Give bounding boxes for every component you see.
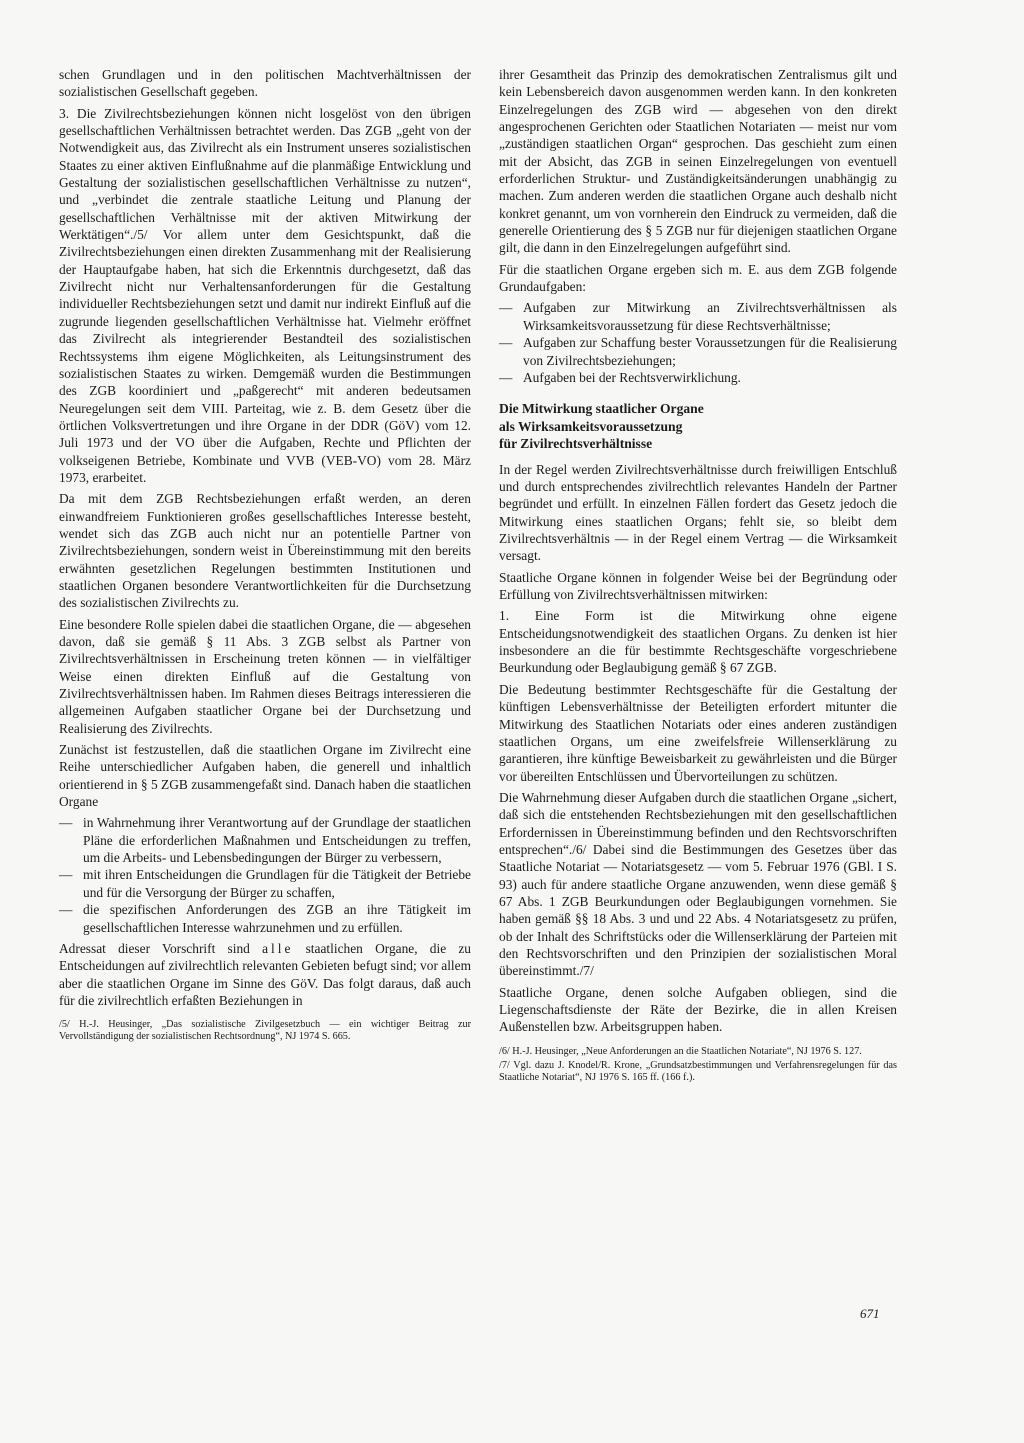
paragraph: In der Regel werden Zivilrechtsverhältnisse durch freiwilligen Entschluß und durch entsprechendes zivilrechtlich relevantes Handeln der Partner begründet und erfüllt. In einzelnen Fällen fordert das Gesetz jedoch die Mitwirkung eines staatlichen Organs; fehlt sie, so bleibt dem Zivilrechtsverhältnis — in der Regel einem Vertrag — die Wirksamkeit versagt. <box>499 461 897 564</box>
left-column <box>59 66 471 1045</box>
right-column <box>499 66 897 1086</box>
text-run: Adressat dieser Vorschrift sind <box>59 940 263 956</box>
footnotes <box>59 1019 471 1043</box>
paragraph: Eine besondere Rolle spielen dabei die staatlichen Organe, die — abgesehen davon, daß sie gemäß § 11 Abs. 3 ZGB selbst als Partner von Zivilrechtsverhältnissen in Erscheinung treten können — in vielfältiger Weise einen direkten Einfluß auf die Gestaltung von Zivilrechtsverhältnissen haben. Im Rahmen dieses Beitrags interessieren die allgemeinen Aufgaben staatlicher Organe bei der Durchsetzung und Realisierung des Zivilrechts. <box>59 616 471 736</box>
paragraph: Staatliche Organe, denen solche Aufgaben obliegen, sind die Liegenschaftsdienste der Räte der Bezirke, die in allen Kreisen Außenstellen bzw. Arbeitsgruppen haben. <box>499 984 897 1035</box>
list-item: — mit ihren Entscheidungen die Grundlagen für die Tätigkeit der Betriebe und für die Versorgung der Bürger zu schaffen, <box>59 866 471 901</box>
list-item: — in Wahrnehmung ihrer Verantwortung auf der Grundlage der staatlichen Pläne die erforderlichen Maßnahmen und Entscheidungen zu treffen, um die Arbeits- und Lebensbedingungen der Bürger zu verbessern, <box>59 814 471 866</box>
paragraph: schen Grundlagen und in den politischen Machtverhältnissen der sozialistischen Gesellschaft gegeben. <box>59 67 471 100</box>
page-number: 671 <box>860 1306 880 1321</box>
footnote: /6/ H.-J. Heusinger, „Neue Anforderungen an die Staatlichen Notariate“, NJ 1976 S. 127. <box>499 1045 862 1057</box>
section-heading <box>499 400 897 453</box>
dash-list <box>59 814 471 935</box>
spaced-text: alle <box>262 940 294 956</box>
paragraph: ihrer Gesamtheit das Prinzip des demokratischen Zentralismus gilt und kein Lebensbereich davon ausgenommen werden kann. In den konkreten Einzelregelungen des ZGB wird — abgesehen von den direkt angesprochenen Gerichten oder Staatlichen Notariaten — meist nur vom „zuständigen staatlichen Organ“ gesprochen. Das geschieht zum einen mit der Absicht, das ZGB in seinen Einzelregelungen von eventuell erforderlichen Struktur- und Zuständigkeitsänderungen unabhängig zu machen. Zum anderen werden die staatlichen Organe auch deshalb nicht konkret genannt, um von vornherein den Eindruck zu vermeiden, daß die generelle Orientierung des § 5 ZGB nur für diejenigen staatlichen Organe gilt, die dann in den Einzelregelungen aufgeführt sind. <box>499 67 897 256</box>
paragraph: Staatliche Organe können in folgender Weise bei der Begründung oder Erfüllung von Zivilrechtsverhältnissen mitwirken: <box>499 569 897 603</box>
paragraph: Für die staatlichen Organe ergeben sich m. E. aus dem ZGB folgende Grundaufgaben: <box>499 261 897 295</box>
paragraph: Zunächst ist festzustellen, daß die staatlichen Organe im Zivilrecht eine Reihe unterschiedlicher Aufgaben haben, die generell und inhaltlich orientierend in § 5 ZGB zusammengefaßt sind. Danach haben die staatlichen Organe <box>59 742 471 810</box>
footnotes <box>499 1046 897 1084</box>
paragraph <box>59 940 471 1009</box>
list-item: — Aufgaben bei der Rechtsverwirklichung. <box>499 369 897 386</box>
list-item: — Aufgaben zur Schaffung bester Voraussetzungen für die Realisierung von Zivilrechtsbeziehungen; <box>499 334 897 369</box>
list-item: — die spezifischen Anforderungen des ZGB an ihre Tätigkeit im gesellschaftlichen Interesse wahrzunehmen und zu erfüllen. <box>59 901 471 936</box>
heading-line: für Zivilrechtsverhältnisse <box>499 436 653 452</box>
paragraph: Da mit dem ZGB Rechtsbeziehungen erfaßt werden, an deren einwandfreiem Funktionieren großes gesellschaftliches Interesse besteht, wendet sich das ZGB auch nicht nur an potentielle Partner von Zivilrechtsbeziehungen, sondern weist in Übereinstimmung mit den bereits erwähnten gesetzlichen Regelungen bestimmten Institutionen und staatlichen Organen besondere Verantwortlichkeiten für die Durchsetzung des sozialistischen Zivilrechts zu. <box>59 491 471 611</box>
footnote: /5/ H.-J. Heusinger, „Das sozialistische Zivilgesetzbuch — ein wichtiger Beitrag zur Vervollständigung der sozialistischen Rechtsordnung“, NJ 1974 S. 665. <box>59 1019 471 1043</box>
footnote: /7/ Vgl. dazu J. Knodel/R. Krone, „Grundsatzbestimmungen und Verfahrensregelungen für das Staatliche Notariat“, NJ 1976 S. 165 ff. (166 f.). <box>499 1059 897 1083</box>
heading-line: als Wirksamkeitsvoraussetzung <box>499 418 683 434</box>
text-run: staatlichen Organe, die zu Entscheidungen auf zivilrechtlich relevanten Gebieten befugt sind; vor allem aber die staatlichen Organe im Sinne des GöV. Das folgt daraus, daß auch für die zivilrechtlich erfaßten Beziehungen in <box>59 940 471 1008</box>
paragraph: Die Bedeutung bestimmter Rechtsgeschäfte für die Gestaltung der künftigen Lebensverhältnisse der Beteiligten erfordert mitunter die Mitwirkung des Staatlichen Notariats oder eines anderen zuständigen staatlichen Organs, um eine zweifelsfreie Willenserklärung zu garantieren, ihre künftige Beweisbarkeit zu gewährleisten und die Bürger vor übereilten Entschlüssen und Übervorteilungen zu schützen. <box>499 681 897 784</box>
heading-line: Die Mitwirkung staatlicher Organe <box>499 401 704 417</box>
paragraph: 1. Eine Form ist die Mitwirkung ohne eigene Entscheidungsnotwendigkeit des staatlichen Organs. Zu denken ist hier insbesondere an die für bestimmte Rechtsgeschäfte vorgeschriebene Beurkundung oder Beglaubigung gemäß § 67 ZGB. <box>499 608 897 676</box>
paragraph: 3. Die Zivilrechtsbeziehungen können nicht losgelöst von den übrigen gesellschaftlichen Verhältnissen betrachtet werden. Das ZGB „geht von der Notwendigkeit aus, das Zivilrecht als ein Instrument unseres sozialistischen Staates zu einer aktiven Einflußnahme auf die planmäßige Entwicklung und Gestaltung der sozialistischen gesellschaftlichen Verhältnisse zu nutzen“, und „verbindet die zentrale staatliche Leitung und Planung der gesellschaftlichen Verhältnisse mit der aktiven Mitwirkung der Werktätigen“./5/ Vor allem unter dem Gesichtspunkt, daß die Zivilrechtsbeziehungen einen direkten Zusammenhang mit der Realisierung der Hauptaufgabe haben, hat sich die Erkenntnis durchgesetzt, daß das Zivilrecht nicht nur Verhaltensanforderungen für die Gestaltung individueller Rechtsbeziehungen setzt und damit nur indirekt Einfluß auf die zugrunde liegenden gesellschaftlichen Verhältnisse hat. Vielmehr eröffnet das Zivilrecht als integrierender Bestandteil des sozialistischen Rechtssystems ihm eigene Möglichkeiten, als Leitungsinstrument des sozialistischen Staates zu wirken. Demgemäß wurden die Bestimmungen des ZGB koordiniert und „paßgerecht“ mit anderen bedeutsamen Neuregelungen seit dem VIII. Parteitag, wie z. B. dem Gesetz über die örtlichen Volksvertretungen und ihre Organe in der DDR (GöV) vom 12. Juli 1973 und der VO über die Aufgaben, Rechte und Pflichten der volkseigenen Betriebe, Kombinate und VVB (VEB-VO) vom 28. März 1973, erarbeitet. <box>59 105 471 485</box>
dash-list <box>499 299 897 386</box>
paragraph: Die Wahrnehmung dieser Aufgaben durch die staatlichen Organe „sichert, daß sich die entstehenden Rechtsbeziehungen mit den gesellschaftlichen Erfordernissen in Übereinstimmung befinden und den Rechtsvorschriften entsprechen“./6/ Dabei sind die Bestimmungen des Gesetzes über das Staatliche Notariat — Notariatsgesetz — vom 5. Februar 1976 (GBl. I S. 93) auch für andere staatliche Organe anzuwenden, wenn diese gemäß § 67 Abs. 1 ZGB Beurkundungen oder Beglaubigungen vornehmen. Sie haben gemäß §§ 18 Abs. 3 und und 22 Abs. 4 Notariatsgesetz zu prüfen, ob der Inhalt des Schriftstücks oder die Willenserklärung der Parteien mit den Rechtsvorschriften und den Prinzipien der sozialistischen Moral übereinstimmt./7/ <box>499 789 897 979</box>
list-item: — Aufgaben zur Mitwirkung an Zivilrechtsverhältnissen als Wirksamkeitsvoraussetzung für diese Rechtsverhältnisse; <box>499 299 897 334</box>
